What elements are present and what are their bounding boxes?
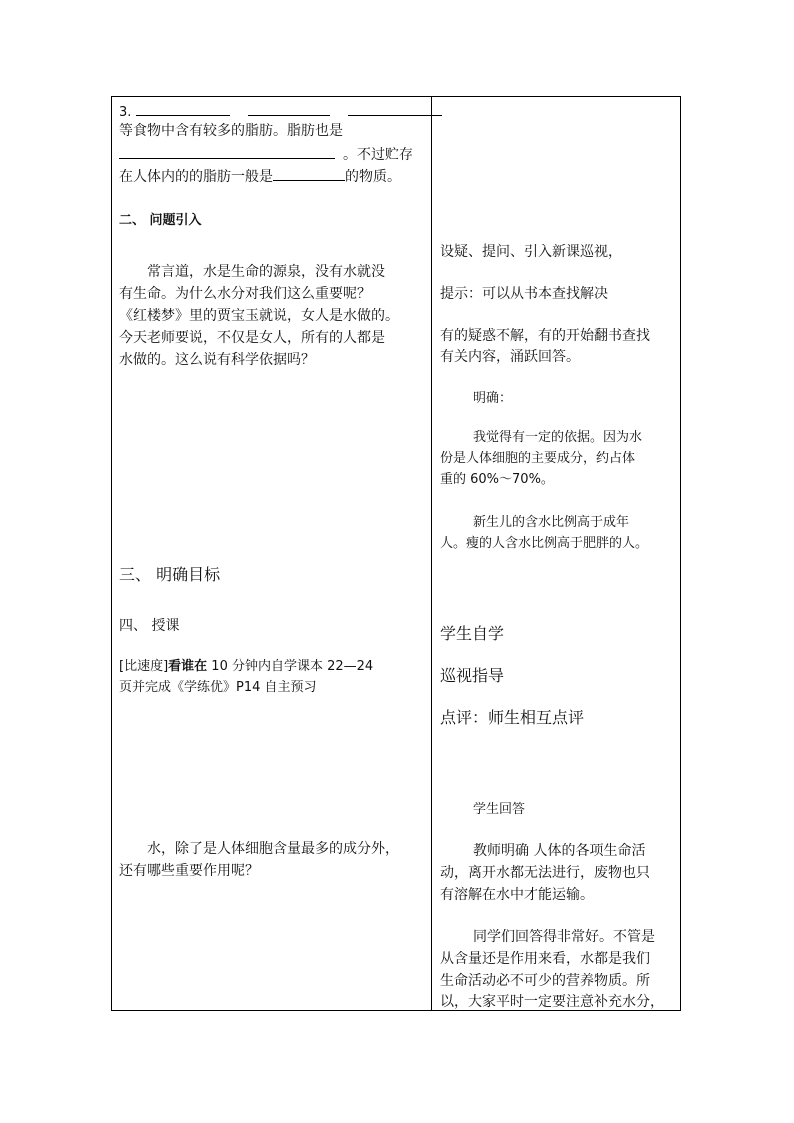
question-3-line3 <box>119 146 413 162</box>
question-3-line4-suffix: 的物质。 <box>345 169 401 185</box>
right-note-6-line-2: 人。瘦的人含水比例高于肥胖的人。 <box>440 536 649 551</box>
right-note-5-line-3: 重的 60%～70%。 <box>440 472 554 487</box>
task-tag: [比速度] <box>119 659 169 674</box>
right-note-11-line-2: 动，离开水都无法进行，废物也只 <box>440 865 650 881</box>
right-note-3-line-2: 有关内容，涌跃回答。 <box>440 349 580 365</box>
task-bold-text: 看谁在 <box>168 659 208 674</box>
intro-line-5: 水做的。这么说有科学依据吗？ <box>119 352 315 368</box>
column-divider <box>431 97 432 1010</box>
question-3-line2: 等食物中含有较多的脂肪。脂肪也是 <box>119 123 343 139</box>
question-3-line1 <box>119 103 442 119</box>
right-note-4: 明确： <box>473 391 513 406</box>
intro-line-3: 《红楼梦》里的贾宝玉就说，女人是水做的。 <box>119 308 399 324</box>
right-note-6-line-1: 新生儿的含水比例高于成年 <box>473 515 630 530</box>
task-text: 10 分钟内自学课本 22—24 <box>207 659 374 674</box>
right-note-12-line-1: 同学们回答得非常好。不管是 <box>473 929 655 945</box>
intro-line-1: 常言道，水是生命的源泉，没有水就没 <box>147 264 385 280</box>
section-3-title: 三、 明确目标 <box>119 565 221 584</box>
right-note-7: 学生自学 <box>440 624 505 643</box>
question-number: 3. <box>119 105 132 120</box>
section-4-title: 四、 授课 <box>119 618 180 634</box>
task-line-1 <box>119 660 373 673</box>
right-note-11-line-3: 有溶解在水中才能运输。 <box>440 887 594 903</box>
intro-line-4: 今天老师要说，不仅是女人，所有的人都是 <box>119 330 385 346</box>
right-note-3-line-1: 有的疑惑不解，有的开始翻书查找 <box>440 328 650 344</box>
right-note-12-line-2: 从含量还是作用来看，水都是我们 <box>440 951 650 967</box>
blank-5 <box>273 168 345 181</box>
right-note-12-line-3: 生命活动必不可少的营养物质。所 <box>440 973 650 989</box>
right-note-8: 巡视指导 <box>440 666 505 685</box>
question-3-line4-prefix: 在人体内的的脂肪一般是 <box>119 169 273 185</box>
right-note-1: 设疑、提问、引入新课巡视， <box>440 244 622 260</box>
right-note-10: 学生回答 <box>473 802 526 817</box>
right-note-5-line-2: 份是人体细胞的主要成分，约占体 <box>440 451 636 466</box>
question-3-line4 <box>119 168 401 184</box>
water-question-line-2: 还有哪些重要作用呢？ <box>119 863 259 879</box>
right-note-9: 点评：师生相互点评 <box>440 708 585 727</box>
right-note-12-line-4: 以，大家平时一定要注意补充水分， <box>440 994 664 1010</box>
right-note-2: 提示：可以从书本查找解决 <box>440 286 608 302</box>
right-note-5-line-1: 我觉得有一定的依据。因为水 <box>473 430 643 445</box>
question-3-line3-text: 。不过贮存 <box>343 147 413 163</box>
section-2-title: 二、 问题引入 <box>119 213 202 228</box>
intro-line-2: 有生命。为什么水分对我们这么重要呢？ <box>119 286 371 302</box>
right-note-11-line-1: 教师明确 人体的各项生命活 <box>473 843 646 859</box>
blank-4 <box>119 146 335 159</box>
task-line-2: 页并完成《学练优》P14 自主预习 <box>119 680 317 695</box>
water-question-line-1: 水，除了是人体细胞含量最多的成分外， <box>147 841 399 857</box>
blank-1 <box>136 103 230 116</box>
blank-2 <box>248 103 330 116</box>
blank-3 <box>348 103 442 116</box>
